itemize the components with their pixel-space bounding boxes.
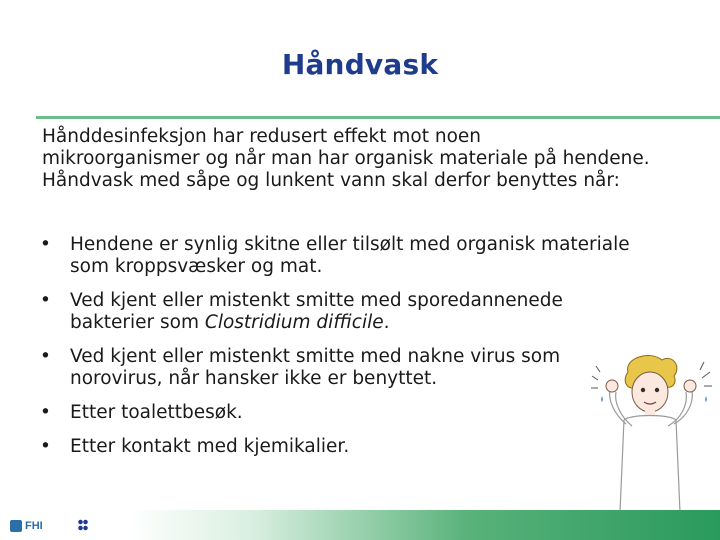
bullet-icon: • — [40, 346, 51, 367]
bullet-text: Etter kontakt med kjemikalier. — [70, 436, 350, 457]
title-divider — [36, 116, 720, 119]
list-item — [40, 234, 660, 278]
list-item — [40, 290, 660, 334]
kompetansesenter-logo — [78, 516, 92, 534]
bullet-text: Etter toalettbesøk. — [70, 402, 243, 423]
bullet-list — [40, 234, 660, 470]
intro-line: Hånddesinfeksjon har redusert effekt mot noen — [42, 126, 481, 147]
footer-bar — [0, 510, 720, 540]
bullet-text: Hendene er synlig skitne eller tilsølt med organisk materiale — [70, 234, 630, 255]
fhi-logo-mark-icon — [10, 520, 22, 532]
intro-paragraph — [42, 126, 702, 192]
bullet-icon: • — [40, 290, 51, 311]
bullet-icon: • — [40, 436, 51, 457]
list-item — [40, 346, 660, 390]
kompetansesenter-logo-icon — [78, 519, 88, 531]
bullet-text: norovirus, når hansker ikke er benyttet. — [70, 368, 438, 389]
bullet-text: som kroppsvæsker og mat. — [70, 256, 323, 277]
slide-title: Håndvask — [281, 48, 439, 81]
bullet-text: Ved kjent eller mistenkt smitte med nakne virus som — [70, 346, 561, 367]
bullet-text: . — [383, 312, 390, 333]
intro-line: Håndvask med såpe og lunkent vann skal derfor benyttes når: — [42, 170, 620, 191]
bullet-text-composite — [70, 312, 660, 334]
intro-line: mikroorganismer og når man har organisk materiale på hendene. — [42, 148, 650, 169]
list-item — [40, 402, 660, 424]
bullet-text: bakterier som — [70, 312, 205, 333]
fhi-logo-text: FHI — [25, 520, 43, 532]
list-item — [40, 436, 660, 458]
fhi-logo — [10, 516, 43, 536]
bullet-icon: • — [40, 234, 51, 255]
bullet-icon: • — [40, 402, 51, 423]
bullet-text: Ved kjent eller mistenkt smitte med sporedannenede — [70, 290, 563, 311]
organism-name: Clostridium difficile — [204, 312, 384, 333]
handwash-illustration — [590, 350, 720, 512]
